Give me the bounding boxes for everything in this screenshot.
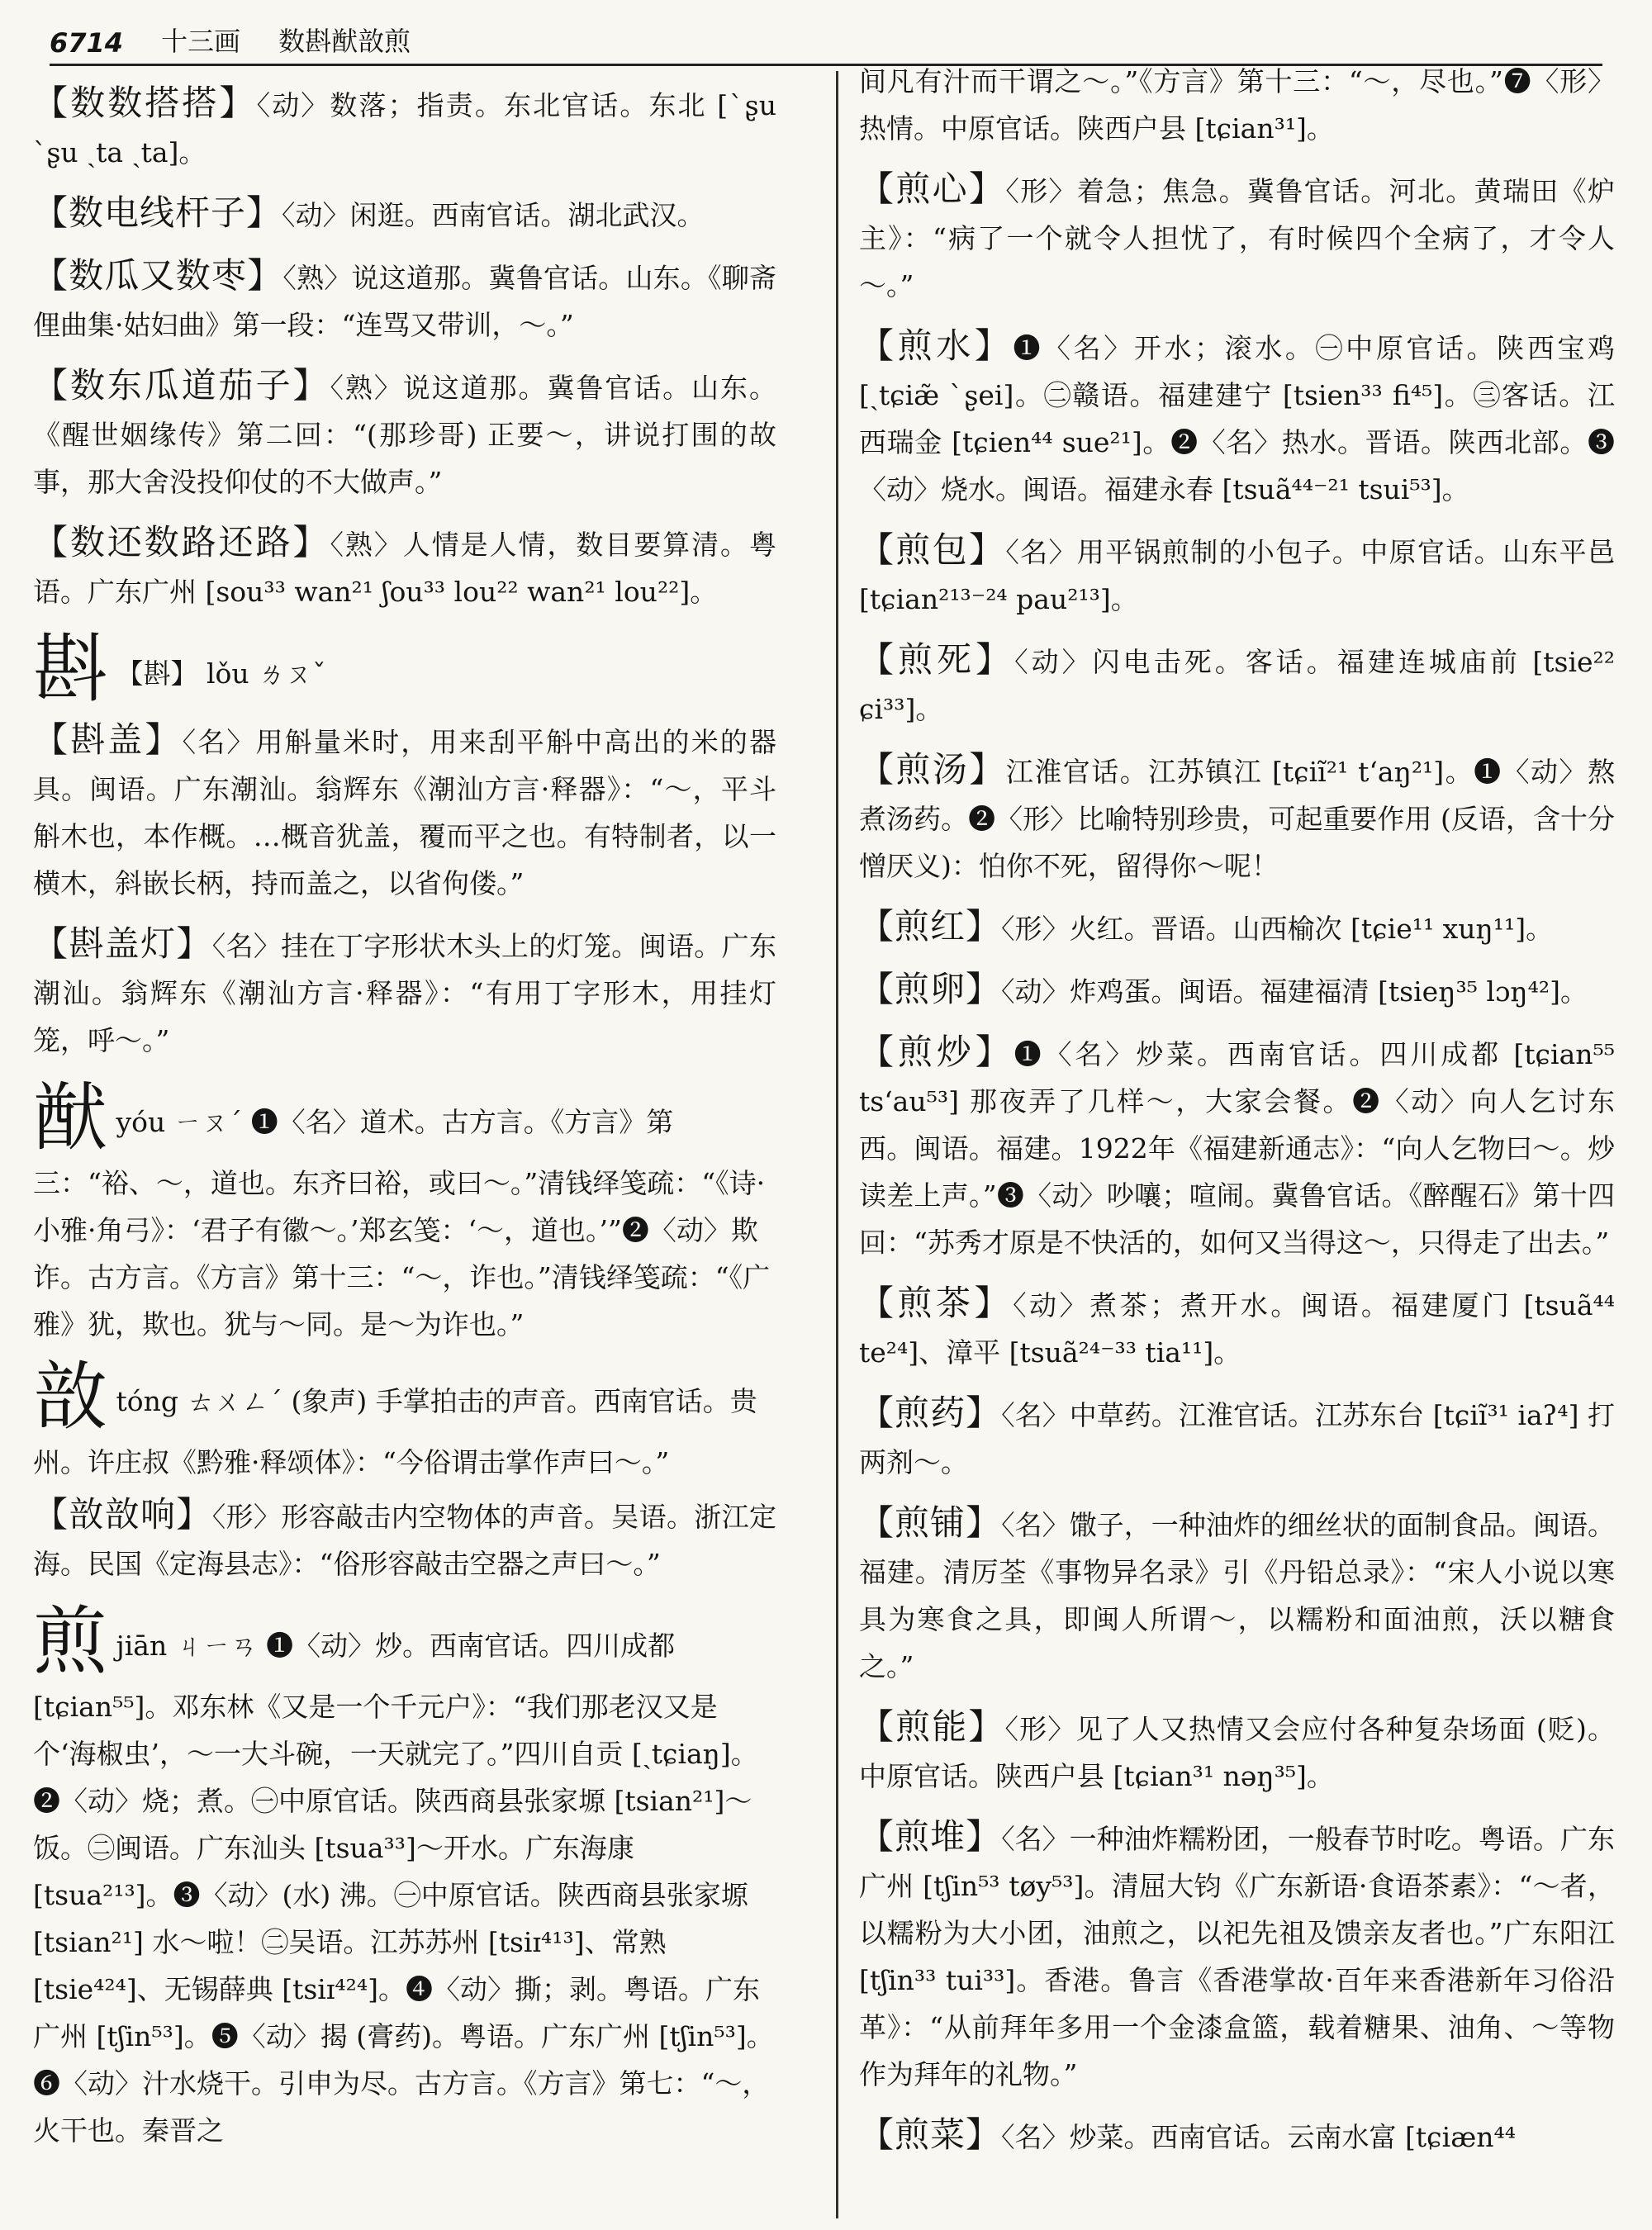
entry-headword: 【 煎铺 】 [859,1502,1001,1543]
dictionary-entry [33,716,776,907]
entry-headword: 【 斟盖 】 [33,719,183,760]
head-pronunciation: jiān ㄐㄧㄢ ❶〈动〉炒。西南官话。四川成都 [tɕian⁵⁵]。邓东林《又是一个千元户》：“我们那老汉又是个‘海椒虫’，～一大斗碗，一天就完了。”四川自贡 [ˏtɕiaŋ]。❷〈动〉烧；煮。㊀中原官话。陕西商县张家塬 [tsian²¹]～饭。㊁闽语。广东汕头 [tsua³³]～开水。广东海康 [tsua²¹³]。❸〈动〉(水) 沸。㊀中原官话。陕西商县张家塬 [tsian²¹] 水～啦！㊁吴语。江苏苏州 [tsiɪ⁴¹³]、常熟 [tsie⁴²⁴]、无锡薛典 [tsiɪ⁴²⁴]。❹〈动〉撕；剥。粤语。广东广州 [tʃin⁵³]。❺〈动〉揭 (膏药)。粤语。广东广州 [tʃin⁵³]。❻〈动〉汁水烧干。引申为尽。古方言。《方言》第七：“～，火干也。秦晋之 [33,1630,774,2147]
entry-definition: 〈名〉用斛量米时，用来刮平斛中高出的米的器具。闽语。广东潮汕。翁辉东《潮汕方言·释器》：“～，平斗斛木也，本作概。…概音犹盖，覆而平之也。有特制者，以一横木，斜嵌长柄，持而盖之，以省佝偻。” [33,726,776,899]
dictionary-entry [859,903,1615,952]
entry-definition: 〈名〉用平锅煎制的小包子。中原官话。山东平邑 [tɕian²¹³⁻²⁴ pau²¹³]。 [859,536,1615,615]
entry-definition: ❶〈名〉炒菜。西南官话。四川成都 [tɕian⁵⁵ ts‘au⁵³] 那夜弄了几样～，大家会餐。❷〈动〉向人乞讨东西。闽语。福建。1922年《福建新通志》：“向人乞物曰～。炒读差上声。”❸〈动〉吵嚷；喧闹。冀鲁官话。《醉醒石》第十四回：“苏秀才原是不快活的，如何又当得这～，只得走了出去。” [859,1038,1615,1259]
entry-headword: 【 煎堆 】 [859,1816,1001,1857]
entry-definition: 〈动〉闪电击死。客话。福建连城庙前 [tsie²² ɕi³³]。 [859,646,1615,725]
entry-definition: 〈名〉中草药。江淮官话。江苏东台 [tɕiĩ³¹ iaʔ⁴] 打两剂～。 [859,1399,1615,1478]
head-character: 斟 [33,626,107,713]
entry-headword: 【 煎茶 】 [859,1283,1013,1323]
dictionary-entry [859,1028,1615,1266]
head-character: 煎 [33,1598,107,1685]
entry-headword: 【 斟盖灯 】 [33,923,212,964]
entry-headword: 【 煎菜 】 [859,2114,1001,2155]
entry-definition: 〈名〉炒菜。西南官话。云南水富 [tɕiæn⁴⁴ [1001,2121,1516,2153]
dictionary-entry [33,189,776,239]
entry-definition: 〈动〉煮茶；煮开水。闽语。福建厦门 [tsuã⁴⁴ te²⁴]、漳平 [tsuã²⁴⁻³³ tia¹¹]。 [859,1289,1615,1369]
entry-headword: 【 煎能 】 [859,1706,1005,1747]
head-character: 猷 [33,1075,107,1161]
entry-headword: 【 敨敨响 】 [33,1494,212,1535]
entry-definition: 〈熟〉说这道那。冀鲁官话。山东。《聊斋俚曲集·姑妇曲》第一段：“连骂又带训，～。” [33,262,776,341]
dictionary-entry [33,252,776,349]
dictionary-entry [859,1703,1615,1800]
dictionary-entry [33,79,776,176]
entry-definition: 〈名〉挂在丁字形状木头上的灯笼。闽语。广东潮汕。翁辉东《潮汕方言·释器》：“有用丁字形木，用挂灯笼，呼～。” [33,930,776,1056]
entry-headword: 【 数瓜又数枣 】 [33,255,282,296]
entry-headword: 【 煎炒 】 [859,1032,1014,1072]
entry-headword: 【 煎死 】 [859,639,1014,680]
dictionary-entry [859,1813,1615,2098]
character-head [33,1356,776,1486]
entry-headword: 【 煎水 】 [859,325,1013,366]
entry-definition: 〈名〉馓子，一种油炸的细丝状的面制食品。闽语。福建。清厉荃《事物异名录》引《丹铅总录》：“宋人小说以寒具为寒食之具，即闽人所谓～，以糯粉和面油煎，沃以糖食之。” [859,1509,1615,1682]
head-pronunciation: 【斟】 lǒu ㄌㄡˇ [107,657,326,690]
entry-headword: 【 煎汤 】 [859,749,1006,790]
entry-definition: 〈动〉炸鸡蛋。闽语。福建福清 [tsieŋ³⁵ lɔŋ⁴²]。 [1001,975,1588,1008]
dictionary-entry [859,2111,1615,2161]
dictionary-entry [859,746,1615,890]
entry-headword: 【 煎红 】 [859,906,1001,947]
dictionary-entry [33,1491,776,1587]
entry-headword: 【 数还数路还路 】 [33,522,330,562]
character-head [33,626,776,713]
dictionary-entry [859,1389,1615,1486]
entry-definition: 〈形〉火红。晋语。山西榆次 [tɕie¹¹ xuŋ¹¹]。 [1001,913,1554,945]
dictionary-entry [859,1499,1615,1690]
dictionary-entry [859,966,1615,1015]
right-column [859,58,1615,2174]
character-head [33,1077,776,1348]
entry-headword: 【 煎心 】 [859,168,1005,209]
column-divider [836,71,838,2218]
dictionary-entry [33,519,776,615]
entry-headword: 【 数数搭搭 】 [33,83,257,123]
dictionary-entry [859,636,1615,733]
entry-definition: 江淮官话。江苏镇江 [tɕiĩ²¹ t‘aŋ²¹]。❶〈动〉熬煮汤药。❷〈形〉比喻特别珍贵，可起重要作用 (反语，含十分憎厌义)：怕你不死，留得你～呢！ [859,756,1615,882]
entry-definition: 〈名〉一种油炸糯粉团，一般春节时吃。粤语。广东广州 [tʃin⁵³ tøy⁵³]。清屈大钧《广东新语·食语茶素》：“～者，以糯粉为大小团，油煎之，以祀先祖及馈亲友者也。”广东阳江 [tʃin³³ tui³³]。香港。鲁言《香港掌故·百年来香港新年习俗沿革》：“从前拜年多用一个金漆盒篮，载着糖果、油角、～等物作为拜年的礼物。” [859,1823,1615,2090]
character-head [33,1598,776,2154]
dictionary-entry [33,362,776,505]
left-column [33,79,776,2159]
stroke-section: 十三画 [161,26,241,57]
head-pronunciation: yóu ㄧㄡˊ ❶〈名〉道术。古方言。《方言》第三：“裕、～，道也。东齐曰裕，或曰～。”清钱绎笺疏：“《诗·小雅·角弓》：‘君子有徽～。’郑玄笺：‘～，道也。’”❷〈动〉欺诈。古方言。《方言》第十三：“～，诈也。”清钱绎笺疏：“《广雅》犹，欺也。犹与～同。是～为诈也。” [33,1106,771,1340]
entry-definition: 〈形〉着急；焦急。冀鲁官话。河北。黄瑞田《炉主》：“病了一个就令人担忧了，有时候四个全病了，才令人～。” [859,175,1615,301]
dictionary-entry [859,322,1615,513]
dictionary-entry [33,920,776,1064]
entry-headword: 【 数东瓜道茄子 】 [33,365,330,406]
entry-definition: 〈动〉闲逛。西南官话。湖北武汉。 [282,199,705,231]
head-character: 敨 [33,1354,107,1440]
header-characters: 数斟猷敨煎 [278,26,411,57]
entry-headword: 【 煎包 】 [859,529,1005,570]
page-number: 6714 [50,27,124,59]
dictionary-entry [859,165,1615,309]
entry-definition: 〈形〉形容敲击内空物体的声音。吴语。浙江定海。民国《定海县志》：“俗形容敲击空器之声曰～。” [33,1501,776,1580]
entry-definition: ❶〈名〉开水；滚水。㊀中原官话。陕西宝鸡 [ˏtɕiæ̃ ˋʂei]。㊁赣语。福建建宁 [tsien³³ fi⁴⁵]。㊂客话。江西瑞金 [tɕien⁴⁴ sue²¹]。❷〈名〉热水。晋语。陕西北部。❸〈动〉烧水。闽语。福建永春 [tsuã⁴⁴⁻²¹ tsui⁵³]。 [859,332,1615,505]
continued-text: 间凡有汁而干谓之～。”《方言》第十三：“～，尽也。”❼〈形〉热情。中原官话。陕西户县 [tɕian³¹]。 [859,65,1615,145]
entry-headword: 【 煎卵 】 [859,969,1001,1009]
entry-definition: 〈动〉数落；指责。东北官话。东北 [ˋʂu ˋʂu ˏta ˏta]。 [33,89,776,168]
entry-headword: 【 数电线杆子 】 [33,192,282,233]
head-pronunciation: tóng ㄊㄨㄥˊ (象声) 手掌拍击的声音。西南官话。贵州。许庄叔《黔雅·释颂体》：“今俗谓击掌作声曰～。” [33,1385,757,1478]
entry-definition: 〈熟〉说这道那。冀鲁官话。山东。《醒世姻缘传》第二回：“(那珍哥) 正要～，讲说打围的故事，那大舍没投仰仗的不大做声。” [33,372,776,498]
entry-headword: 【 煎药 】 [859,1393,1001,1433]
dictionary-entry [859,526,1615,623]
entry-definition: 〈形〉见了人又热情又会应付各种复杂场面 (贬)。中原官话。陕西户县 [tɕian³¹ nəŋ³⁵]。 [859,1713,1615,1792]
entry-definition: 〈熟〉人情是人情，数目要算清。粤语。广东广州 [sou³³ wan²¹ ʃou³³ lou²² wan²¹ lou²²]。 [33,529,776,608]
dictionary-entry [859,1279,1615,1376]
